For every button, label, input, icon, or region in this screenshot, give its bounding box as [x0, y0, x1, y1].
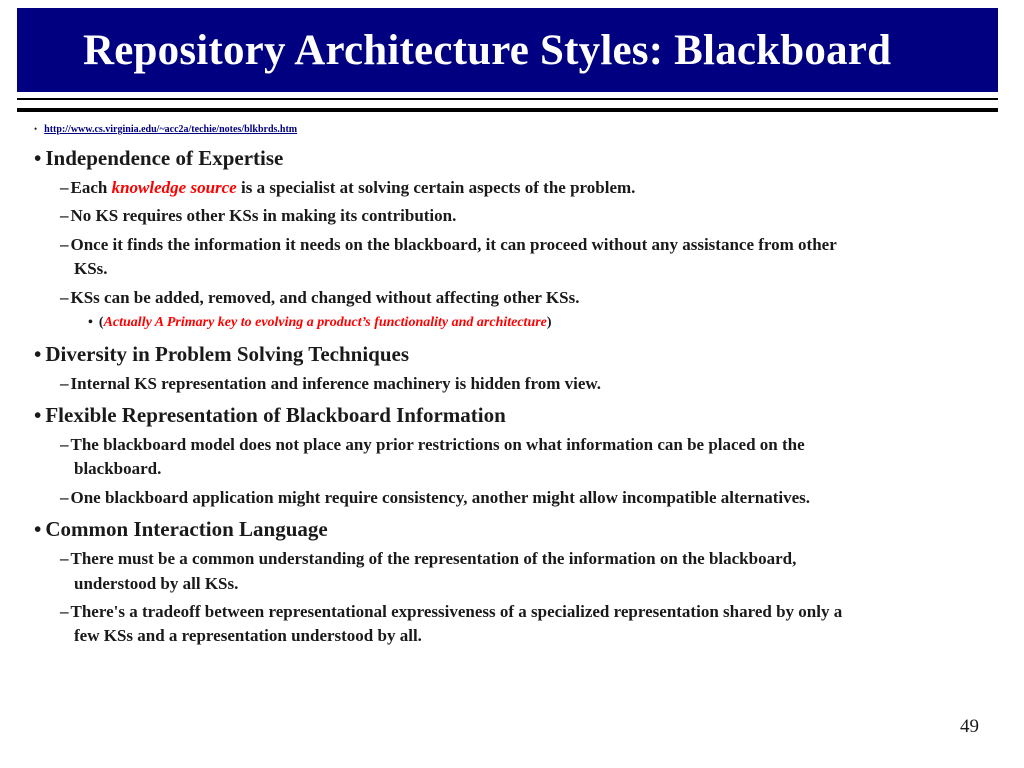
list-item-continuation: understood by all KSs. [74, 574, 239, 593]
list-item: – There must be a common understanding of the representation of the information on the blackboard, [60, 549, 797, 568]
list-item: – One blackboard application might require consistency, another might allow incompatible alternatives. [60, 488, 811, 507]
list-item: – The blackboard model does not place any prior restrictions on what information can be placed on the [60, 435, 805, 454]
bullet-dot: • [34, 146, 42, 170]
bullet-dot: • [34, 124, 38, 134]
dash-marker: – [60, 602, 69, 621]
slide-title: Repository Architecture Styles: Blackboard [83, 26, 892, 74]
emphasis-text: knowledge source [111, 178, 237, 197]
bullet-dot: • [34, 517, 42, 541]
divider-thick [17, 108, 998, 112]
dash-marker: – [60, 288, 69, 307]
dash-marker: – [60, 374, 69, 393]
section-heading: • Diversity in Problem Solving Techniques [34, 342, 410, 366]
sub-note: • (Actually A Primary key to evolving a product’s functionality and architecture) [88, 315, 552, 330]
divider-thin [17, 98, 998, 100]
bullet-dot: • [34, 403, 42, 427]
dash-marker: – [60, 178, 69, 197]
url-bullet [34, 124, 297, 135]
bullet-dot: • [88, 315, 93, 330]
list-item: – No KS requires other KSs in making its contribution. [60, 206, 457, 225]
source-link[interactable]: http://www.cs.virginia.edu/~acc2a/techie/notes/blkbrds.htm [44, 124, 298, 135]
page-number: 49 [960, 716, 979, 737]
section-heading: • Independence of Expertise [34, 146, 284, 170]
list-item-continuation: few KSs and a representation understood by all. [74, 626, 422, 645]
section-heading: • Flexible Representation of Blackboard Information [34, 403, 506, 427]
list-item: – Internal KS representation and inference machinery is hidden from view. [60, 374, 601, 393]
title-bar [17, 8, 998, 92]
list-item-continuation: KSs. [74, 259, 108, 278]
list-item: – Each knowledge source is a specialist at solving certain aspects of the problem. [60, 178, 636, 197]
section-heading: • Common Interaction Language [34, 517, 328, 541]
list-item: – Once it finds the information it needs on the blackboard, it can proceed without any assistance from other [60, 235, 837, 254]
dash-marker: – [60, 235, 69, 254]
list-item: – KSs can be added, removed, and changed without affecting other KSs. [60, 288, 580, 307]
emphasis-text: Actually A Primary key to evolving a product’s functionality and architecture [103, 315, 547, 330]
dash-marker: – [60, 549, 69, 568]
dash-marker: – [60, 206, 69, 225]
list-item: – There's a tradeoff between representational expressiveness of a specialized representation shared by only a [60, 602, 843, 621]
dash-marker: – [60, 435, 69, 454]
dash-marker: – [60, 488, 69, 507]
list-item-continuation: blackboard. [74, 459, 162, 478]
bullet-dot: • [34, 342, 42, 366]
